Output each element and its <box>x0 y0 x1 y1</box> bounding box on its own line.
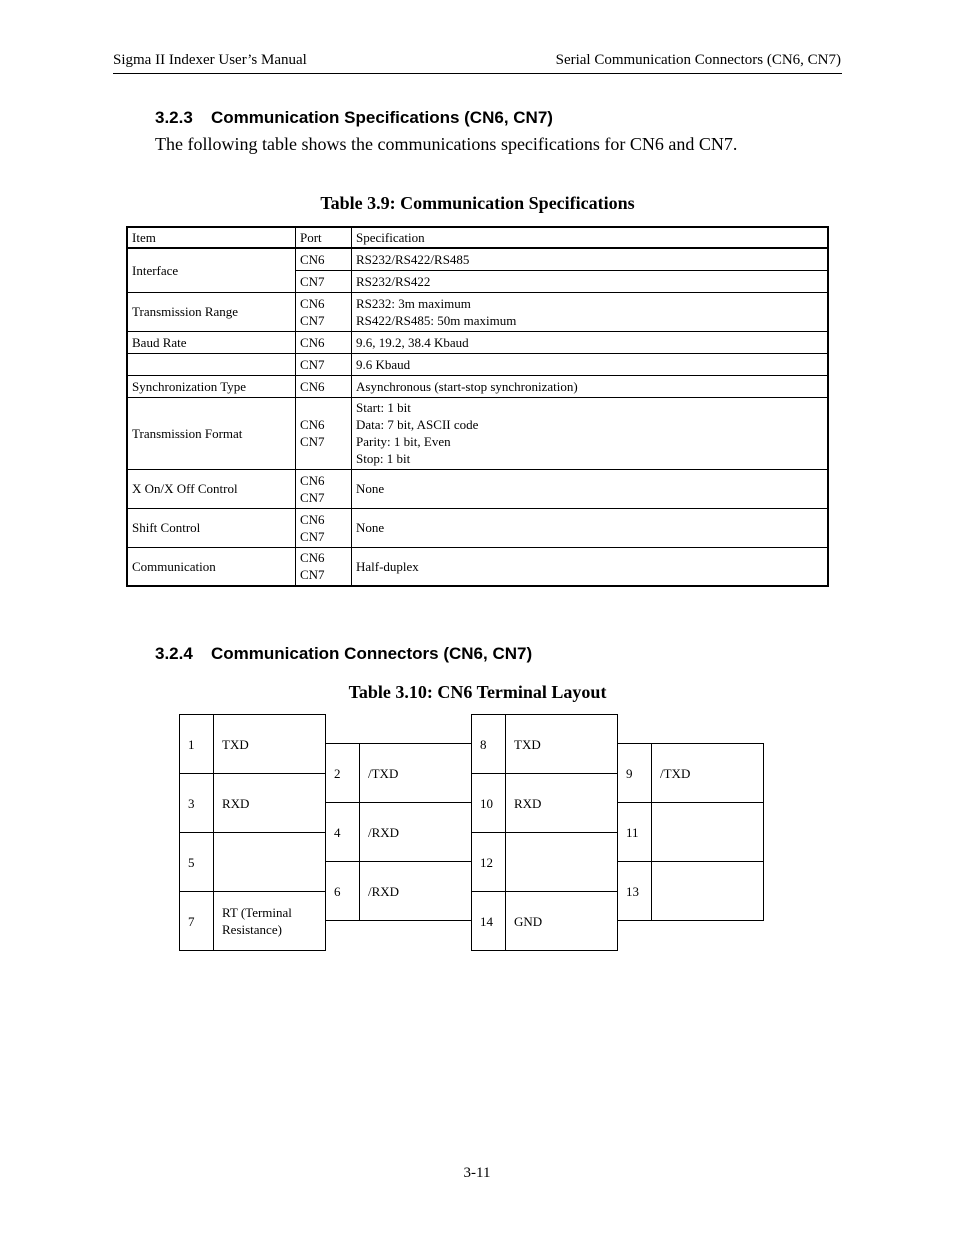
pin-signal <box>214 833 326 892</box>
spec-cell <box>352 397 829 469</box>
pin-number: 5 <box>180 833 214 892</box>
header-port: Port <box>296 227 352 248</box>
spec-line: Data: 7 bit, ASCII code <box>356 417 479 432</box>
pin-number: 11 <box>618 803 652 862</box>
terminal-row <box>326 862 472 921</box>
port-line: CN6 <box>300 295 325 311</box>
pin-number: 2 <box>326 744 360 803</box>
pin-signal: /RXD <box>360 862 472 921</box>
table-3-9-caption: Table 3.9: Communication Specifications <box>320 193 635 213</box>
table-header-row <box>127 227 828 248</box>
item-cell: Baud Rate <box>127 331 296 353</box>
pin-number: 1 <box>180 715 214 774</box>
terminal-row <box>180 892 326 951</box>
terminal-row <box>618 862 764 921</box>
terminal-block-even-right <box>471 714 618 951</box>
section-heading-3-2-3 <box>155 108 553 128</box>
section-number: 3.2.4 <box>155 644 193 663</box>
pin-signal <box>652 803 764 862</box>
table-row <box>127 331 828 353</box>
pin-signal <box>652 862 764 921</box>
pin-signal: TXD <box>506 715 618 774</box>
pin-signal: GND <box>506 892 618 951</box>
terminal-row <box>326 803 472 862</box>
table-row <box>127 248 828 270</box>
table-row <box>127 547 828 586</box>
port-cell: CN6 <box>296 375 352 397</box>
table-row <box>127 508 828 547</box>
spec-line: RS422/RS485: 50m maximum <box>356 312 517 328</box>
pin-number: 10 <box>472 774 506 833</box>
port-cell: CN7 <box>296 353 352 375</box>
pin-number: 12 <box>472 833 506 892</box>
pin-signal <box>214 892 326 951</box>
terminal-row <box>180 774 326 833</box>
port-line: CN6 <box>300 550 325 566</box>
section-title: Communication Connectors (CN6, CN7) <box>211 644 533 663</box>
section-title: Communication Specifications (CN6, CN7) <box>211 108 553 127</box>
port-cell <box>296 292 352 331</box>
spec-cell: 9.6 Kbaud <box>352 353 829 375</box>
table-row <box>127 375 828 397</box>
item-cell: Transmission Format <box>127 397 296 469</box>
terminal-row <box>180 715 326 774</box>
table-row <box>127 469 828 508</box>
pin-signal: RXD <box>506 774 618 833</box>
port-line: CN7 <box>300 489 325 505</box>
terminal-row <box>472 715 618 774</box>
port-cell <box>296 547 352 586</box>
pin-number: 14 <box>472 892 506 951</box>
port-line: CN6 <box>300 417 325 432</box>
item-cell <box>127 353 296 375</box>
spec-line: Parity: 1 bit, Even <box>356 434 451 449</box>
section-number: 3.2.3 <box>155 108 193 127</box>
port-cell <box>296 508 352 547</box>
item-cell: Interface <box>127 248 296 292</box>
port-line: CN7 <box>300 312 325 328</box>
port-line: CN7 <box>300 434 325 449</box>
terminal-row <box>326 744 472 803</box>
pin-signal: /TXD <box>360 744 472 803</box>
header-item: Item <box>127 227 296 248</box>
pin-number: 7 <box>180 892 214 951</box>
header-specification: Specification <box>352 227 829 248</box>
pin-number: 3 <box>180 774 214 833</box>
table-row <box>127 292 828 331</box>
port-cell: CN6 <box>296 331 352 353</box>
terminal-block-even-left <box>325 743 472 921</box>
item-cell: Synchronization Type <box>127 375 296 397</box>
spec-cell: Half-duplex <box>352 547 829 586</box>
table-row <box>127 397 828 469</box>
pin-signal: RXD <box>214 774 326 833</box>
spec-cell <box>352 292 829 331</box>
terminal-row <box>472 833 618 892</box>
terminal-row <box>180 833 326 892</box>
pin-number: 9 <box>618 744 652 803</box>
terminal-block-odd-left <box>179 714 326 951</box>
signal-line: RT (Terminal <box>222 905 292 920</box>
pin-signal <box>506 833 618 892</box>
signal-line: Resistance) <box>222 922 282 937</box>
running-header-section: Serial Communication Connectors (CN6, CN7) <box>555 52 841 68</box>
pin-number: 4 <box>326 803 360 862</box>
port-cell: CN6 <box>296 248 352 270</box>
port-line: CN6 <box>300 472 325 488</box>
pin-number: 6 <box>326 862 360 921</box>
pin-number: 8 <box>472 715 506 774</box>
item-cell: Shift Control <box>127 508 296 547</box>
communication-spec-table <box>126 226 829 587</box>
item-cell: Communication <box>127 547 296 586</box>
spec-line: RS232: 3m maximum <box>356 295 471 311</box>
spec-cell: 9.6, 19.2, 38.4 Kbaud <box>352 331 829 353</box>
terminal-row <box>472 892 618 951</box>
spec-line: Stop: 1 bit <box>356 451 411 466</box>
item-cell: X On/X Off Control <box>127 469 296 508</box>
table-3-10-caption: Table 3.10: CN6 Terminal Layout <box>348 682 607 702</box>
pin-signal: TXD <box>214 715 326 774</box>
intro-paragraph: The following table shows the communications specifications for CN6 and CN7. <box>155 134 738 154</box>
spec-cell: Asynchronous (start-stop synchronization) <box>352 375 829 397</box>
port-line: CN7 <box>300 567 325 583</box>
spec-line: Start: 1 bit <box>356 400 411 415</box>
table-row <box>127 353 828 375</box>
port-line: CN7 <box>300 528 325 544</box>
terminal-row <box>618 744 764 803</box>
port-cell <box>296 397 352 469</box>
port-line: CN6 <box>300 511 325 527</box>
port-cell <box>296 469 352 508</box>
spec-cell: RS232/RS422 <box>352 270 829 292</box>
spec-cell: None <box>352 508 829 547</box>
pin-signal: /RXD <box>360 803 472 862</box>
header-rule <box>113 73 842 74</box>
spec-cell: RS232/RS422/RS485 <box>352 248 829 270</box>
item-cell: Transmission Range <box>127 292 296 331</box>
pin-number: 13 <box>618 862 652 921</box>
section-heading-3-2-4 <box>155 644 532 664</box>
running-header-title: Sigma II Indexer User’s Manual <box>113 52 307 68</box>
page-number: 3-11 <box>463 1165 491 1181</box>
terminal-row <box>618 803 764 862</box>
terminal-row <box>472 774 618 833</box>
terminal-block-odd-right <box>617 743 764 921</box>
spec-cell: None <box>352 469 829 508</box>
pin-signal: /TXD <box>652 744 764 803</box>
port-cell: CN7 <box>296 270 352 292</box>
